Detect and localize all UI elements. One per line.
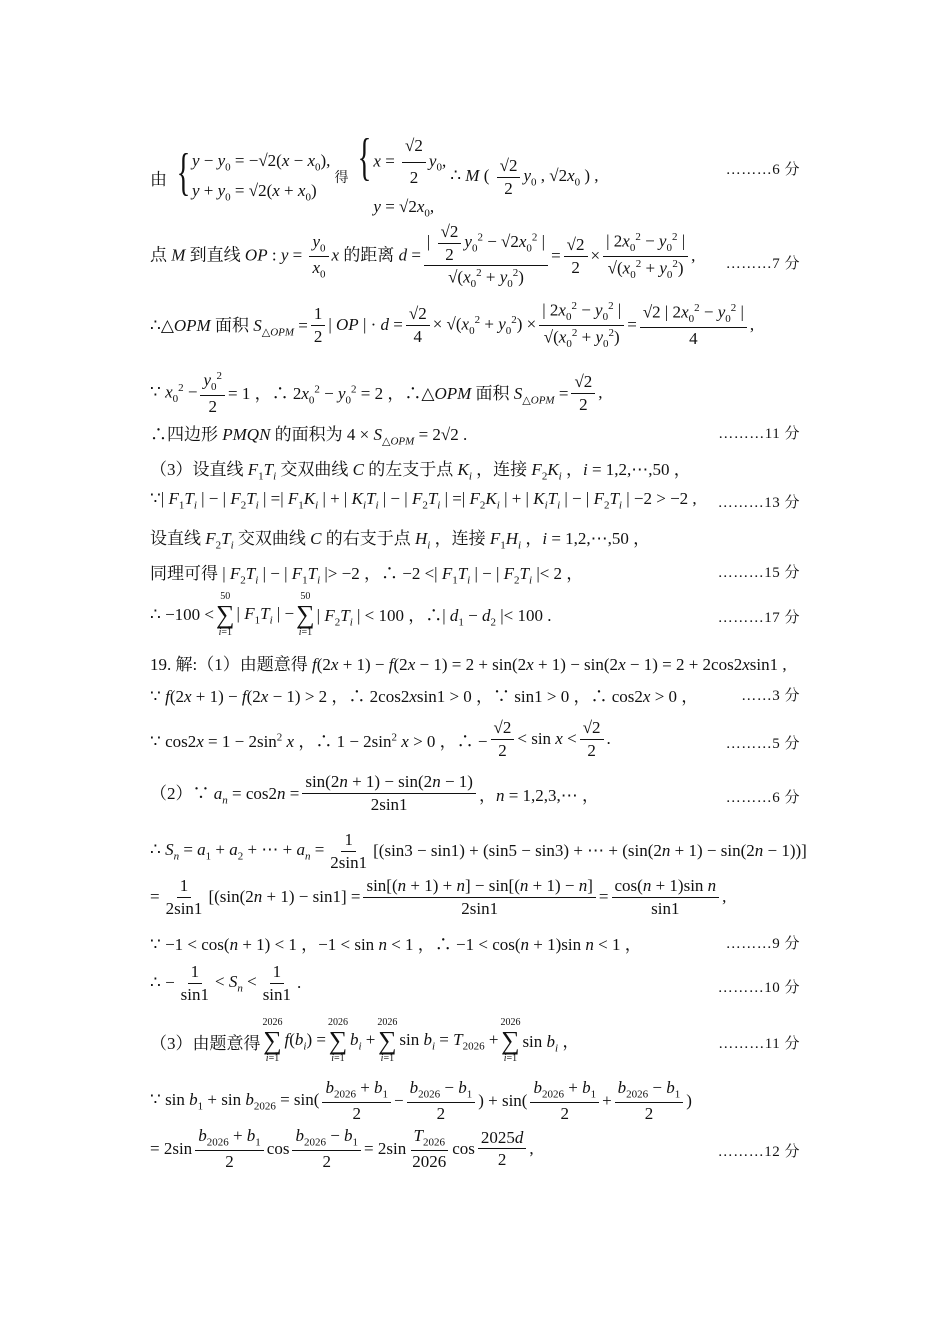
score-mark: ………6 分 [725,790,800,806]
solution-line-3: ∴△OPM 面积 $S_{\triangle OPM}$ = $\frac{1}{2}$ | OP | · d = $\frac{√2}{4}$ × $√(x_0^2 + y_0^2)$ × $\frac{| 2x_0^2 - y_0^2 |}{√(x_0^2 + y_0^2)}$ = $\frac{√2 | 2x_0^2 - y_0^2 |}{4}$ , [150,300,755,350]
solution-line-7: ∵| $F_1T_i$ | − | $F_2T_i$ | =| $F_1K_i$ | + | $K_iT_i$ | − | $F_2T_i$ | =| $F_2K_i$ | + | $K_iT_i$ | − | $F_2T_i$ | −2 > −2 , [150,489,697,512]
system-of-equations: { $y - y_0 = -√2(x - x_0)$, $y + y_0 = √2(x + x_0)$ [176,144,331,204]
solution-line-6: （3）设直线 $F_1T_i$ 交双曲线 C 的左支于点 $K_i$ ，连接 $F_2K_i$ ，i = 1,2,⋯,50 ， [150,460,691,483]
solution-line-13: ∵ $\cos 2x = 1 - 2\sin^2$ x ，∴ $1 - 2\sin^2$ x > 0 ，∴ − $\frac{√2}{2}$ < sin x < $\frac{√2}{2}$ . [150,718,611,760]
solution-line-14: （2）∵ $a_n = \cos 2n$ = $\frac{\sin(2n + 1) - \sin(2n - 1)}{2\sin 1}$ ，n = 1,2,3,⋯ ， [150,772,600,814]
solution-line-21: = 2sin $\frac{b_{2026} + b_1}{2}$ cos $\frac{b_{2026} - b_1}{2}$ = 2sin $\frac{T_{2026}}{2026}$ cos $\frac{2025d}{2}$ , [150,1126,534,1172]
solution-line-10: ∴ −100 < 50 ∑ i=1 | $F_1T_i$ | − 50 ∑ i=1 | $F_2T_i$ | < 100 ，∴| $d_1 - d_2$ |< 100 . [150,591,552,638]
solution-line-4: ∵ $x_0^2$ − $\frac{y_0^2}{2}$ = 1 ，∴ $2x_0^2 - y_0^2 = 2$ ，∴△OPM 面积 $S_{\triangle OPM}$ = $\frac{√2}{2}$ , [150,370,603,416]
solution-line-15: ∴ $S_n = a_1 + a_2$ + ⋯ + $a_n$ = $\frac{1}{2\sin 1}$ [(sin3 − sin1) + (sin5 − sin3) + ⋯ + (sin(2n + 1) − sin(2n − 1))] [150,830,807,872]
solution-line-1: 由 { $y - y_0 = -√2(x - x_0)$, $y + y_0 = √2(x + x_0)$ 得 { x = $\frac{√2}{2}$ $y_0$, $y = √2x_0$, ∴ M ( $\frac{√2}{2}$ $y_0$ , $√2x_0$ ) , [150,132,599,223]
solution-line-11: 19. 解:（1）由题意得 f(2x + 1) − f(2x − 1) = 2 + sin(2x + 1) − sin(2x − 1) = 2 + 2cos2xsin1 , [150,655,787,674]
score-mark: ………11 分 [718,1036,800,1052]
solution-system: { x = $\frac{√2}{2}$ $y_0$, $y = √2x_0$, [358,129,447,220]
solution-line-20: ∵ $\sin b_1 + \sin b_{2026} = \sin$( $\frac{b_{2026} + b_1}{2}$ − $\frac{b_{2026} - b_1}{2}$ ) + sin( $\frac{b_{2026} + b_1}{2}$ + $\frac{b_{2026} - b_1}{2}$ ) [150,1078,692,1124]
score-mark: ………9 分 [725,936,800,952]
score-mark: ………6 分 [725,162,800,178]
score-mark: ………7 分 [725,256,800,272]
score-mark: ………17 分 [717,610,800,626]
score-mark: ………10 分 [717,980,800,996]
solution-line-17: ∵ −1 < cos(n + 1) < 1 ，−1 < sin n < 1 ，∴ −1 < cos(n + 1)sin n < 1 ， [150,935,642,954]
solution-line-8: 设直线 $F_2T_i$ 交双曲线 C 的右支于点 $H_i$ ，连接 $F_1H_i$ ，i = 1,2,⋯,50 ， [150,529,651,552]
score-mark: ………12 分 [717,1144,800,1160]
score-mark: ………15 分 [717,565,800,581]
score-mark: ………13 分 [717,495,800,511]
solution-line-16: = $\frac{1}{2\sin 1}$ [(sin(2n + 1) − sin1] = $\frac{\sin[(n + 1) + n] - \sin[(n + 1) - n]}{2\sin 1}$ = $\frac{\text{cos(n + 1)sin n}}{\sin 1}$ , [150,876,727,918]
score-mark: ………5 分 [725,736,800,752]
solution-line-12: ∵ f(2x + 1) − f(2x − 1) > 2 ，∴ 2cos2xsin1 > 0 ，∵ sin1 > 0 ，∴ cos2x > 0 ， [150,687,699,706]
score-mark: ………11 分 [718,426,800,442]
solution-line-5: ∴四边形 PMQN 的面积为 $4 \times S_{\triangle OPM} = 2√2$ . [150,425,468,448]
solution-line-18: ∴ − $\frac{1}{\sin 1}$ < $S_n$ < $\frac{1}{\sin 1}$ . [150,962,302,1004]
solution-line-19: （3）由题意得 2026 ∑ i=1 $f(b_i)$ = 2026 ∑ i=1 $b_i$ + 2026 ∑ i=1 $\sin b_i = T_{2026}$ + 2026 ∑ i=1 $\sin b_i$ ， [150,1017,580,1064]
solution-line-9: 同理可得 | $F_2T_i$ | − | $F_1T_i$ |> −2 ，∴ −2 <| $F_1T_i$ | − | $F_2T_i$ |< 2 ， [150,564,584,587]
score-mark: ……3 分 [741,688,800,704]
solution-line-2: 点 M 到直线 OP : y = $\frac{y_0}{x_0}$ x 的距离 d = | $\frac{√2}{2}$ $y_0^2 - √2x_0^2$ | $√(x_0^2 + y_0^2)$ = $\frac{√2}{2}$ × $\frac{| 2x_0^2 - y_0^2 |}{√(x_0^2 + y_0^2)}$ , [150,222,696,291]
